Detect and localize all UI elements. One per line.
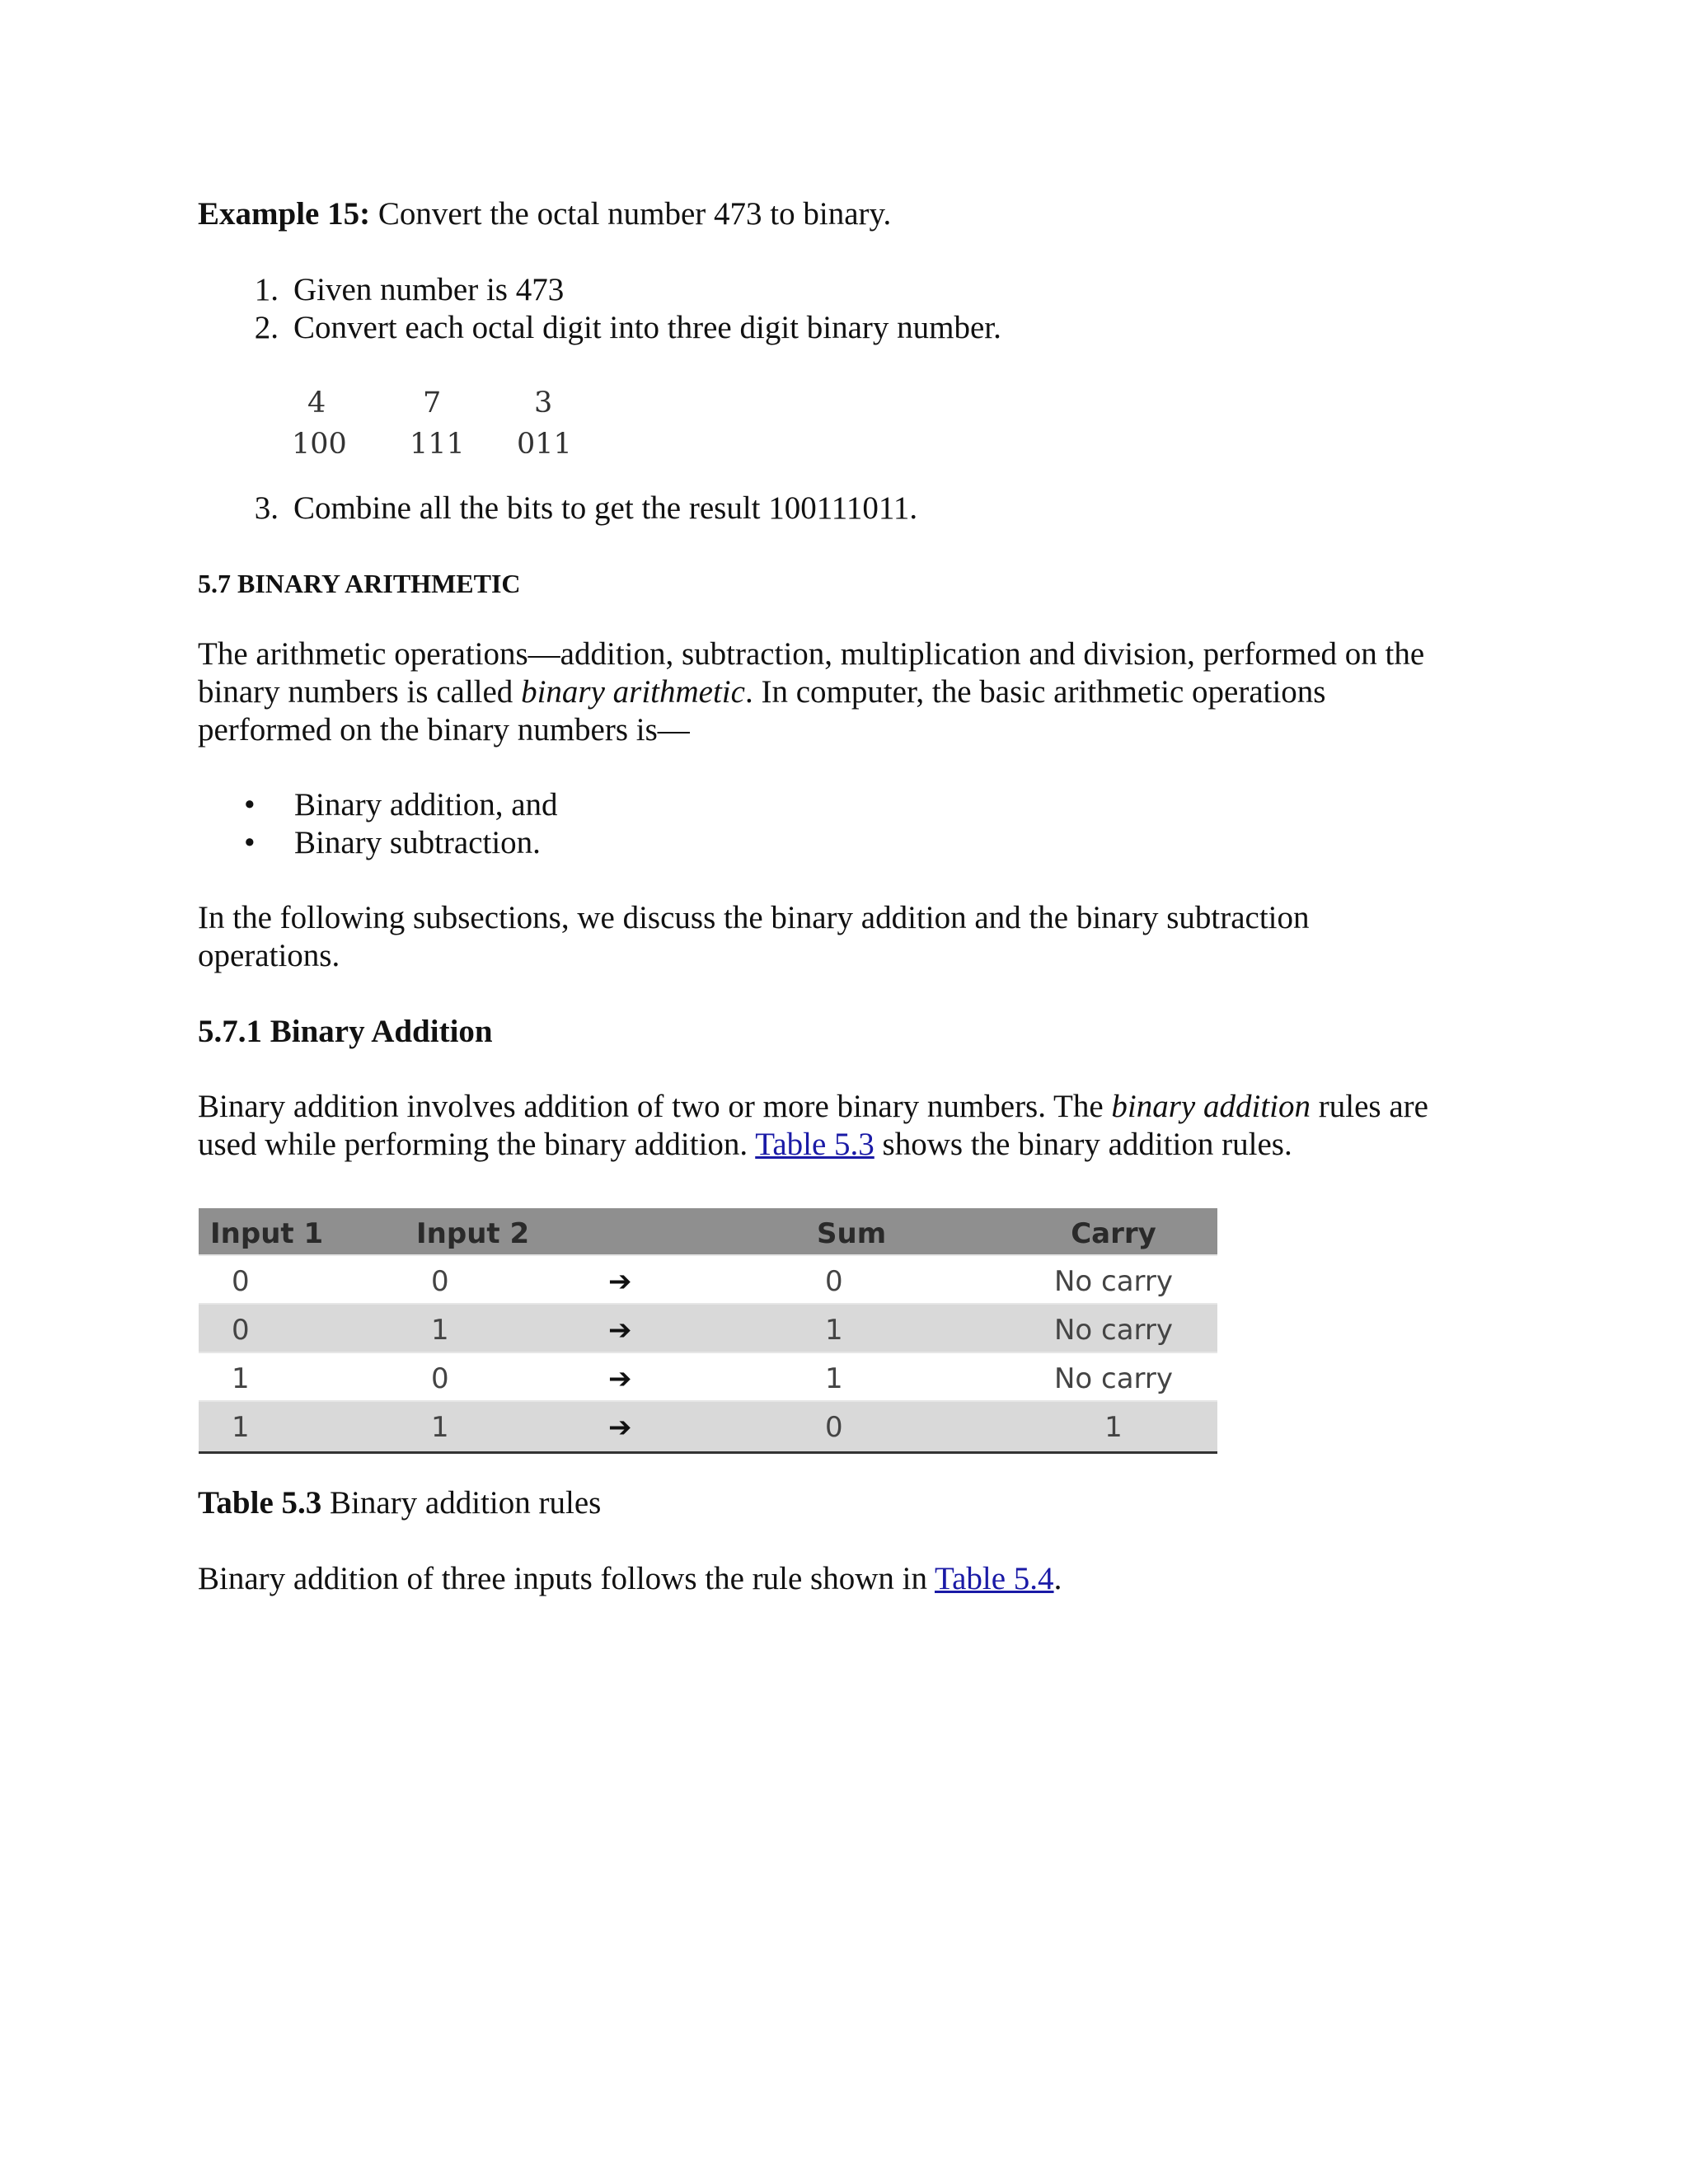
- octal-digit: 3: [534, 387, 553, 419]
- subsection-heading: 5.7.1 Binary Addition: [198, 1014, 493, 1049]
- para4: [198, 1560, 1062, 1598]
- header-carry: Carry: [1071, 1217, 1156, 1250]
- binary-group: 011: [517, 428, 572, 461]
- bullet-text: Binary subtraction.: [294, 825, 541, 860]
- cell-carry: No carry: [1053, 1314, 1174, 1347]
- step-number: 2.: [254, 310, 279, 345]
- table-5-4-link[interactable]: Table 5.4: [935, 1561, 1054, 1596]
- caption-text: Binary addition rules: [321, 1485, 602, 1521]
- table-row: [199, 1402, 1217, 1451]
- term-binary-addition: binary addition: [1111, 1089, 1311, 1124]
- bullet-dot: •: [244, 825, 256, 860]
- cell-sum: 0: [825, 1411, 843, 1444]
- header-input-2: Input 2: [416, 1217, 530, 1250]
- cell-input-1: 1: [232, 1411, 250, 1444]
- table-caption: [198, 1484, 601, 1522]
- binary-group: 111: [410, 428, 465, 461]
- bullet-dot: •: [244, 787, 256, 823]
- cell-input-2: 1: [431, 1314, 449, 1347]
- para2-line2: operations.: [198, 938, 340, 973]
- caption-label: Table 5.3: [198, 1485, 322, 1521]
- para2-line1: In the following subsections, we discuss the binary addition and the binary subtraction: [198, 900, 1310, 935]
- step-number: 1.: [254, 272, 279, 307]
- example-label: Example 15:: [198, 196, 371, 232]
- step-text: Combine all the bits to get the result 100111011.: [293, 490, 918, 526]
- binary-group: 100: [292, 428, 347, 461]
- cell-input-2: 0: [431, 1265, 449, 1298]
- step-text: Convert each octal digit into three digit binary number.: [293, 310, 1001, 345]
- bullet-item: [0, 786, 1688, 824]
- para3-line1: [198, 1088, 1428, 1126]
- binary-addition-table: [199, 1208, 1217, 1454]
- cell-sum: 1: [825, 1362, 843, 1395]
- step-number: 3.: [254, 490, 279, 526]
- bullet-text: Binary addition, and: [294, 787, 558, 823]
- section-heading: 5.7 BINARY ARITHMETIC: [198, 569, 521, 598]
- para3-text: shows the binary addition rules.: [874, 1127, 1292, 1162]
- cell-input-2: 1: [431, 1411, 449, 1444]
- para4-text: .: [1053, 1561, 1062, 1596]
- para3-text: rules are: [1311, 1089, 1428, 1124]
- step-text: Given number is 473: [293, 272, 565, 307]
- arrow-icon: ➔: [608, 1265, 632, 1298]
- para1-text: . In computer, the basic arithmetic operations: [744, 674, 1326, 710]
- arrow-icon: ➔: [608, 1411, 632, 1444]
- table-header-row: [199, 1208, 1217, 1254]
- header-input-1: Input 1: [210, 1217, 324, 1250]
- cell-carry: No carry: [1053, 1265, 1174, 1298]
- example-line: [198, 195, 891, 233]
- step-3: [229, 490, 917, 527]
- bullet-item: [0, 824, 1688, 862]
- table-row: [199, 1305, 1217, 1352]
- header-sum: Sum: [817, 1217, 887, 1250]
- arrow-icon: ➔: [608, 1362, 632, 1395]
- para4-text: Binary addition of three inputs follows the rule shown in: [198, 1561, 935, 1596]
- para1-line1: The arithmetic operations—addition, subtraction, multiplication and division, performed on the: [198, 636, 1425, 672]
- octal-digit: 7: [423, 387, 442, 419]
- cell-input-1: 1: [232, 1362, 250, 1395]
- para1-text: binary numbers is called: [198, 674, 522, 710]
- octal-digit: 4: [307, 387, 326, 419]
- term-binary-arithmetic: binary arithmetic: [521, 674, 745, 710]
- cell-input-2: 0: [431, 1362, 449, 1395]
- para3-text: Binary addition involves addition of two or more binary numbers. The: [198, 1089, 1112, 1124]
- cell-input-1: 0: [232, 1314, 250, 1347]
- cell-sum: 1: [825, 1314, 843, 1347]
- table-5-3-link[interactable]: Table 5.3: [755, 1127, 874, 1162]
- cell-input-1: 0: [232, 1265, 250, 1298]
- example-text: Convert the octal number 473 to binary.: [370, 196, 892, 232]
- table-row: [199, 1254, 1217, 1305]
- para3-line2: [198, 1126, 1292, 1164]
- arrow-icon: ➔: [608, 1314, 632, 1347]
- cell-carry: 1: [1104, 1411, 1123, 1444]
- para3-text: used while performing the binary addition.: [198, 1127, 756, 1162]
- cell-carry: No carry: [1053, 1362, 1174, 1395]
- para1-line3: performed on the binary numbers is—: [198, 712, 690, 748]
- step-2: [229, 309, 1001, 347]
- cell-sum: 0: [825, 1265, 843, 1298]
- step-1: [229, 271, 564, 309]
- para1-line2: [198, 673, 1326, 711]
- table-row: [199, 1352, 1217, 1402]
